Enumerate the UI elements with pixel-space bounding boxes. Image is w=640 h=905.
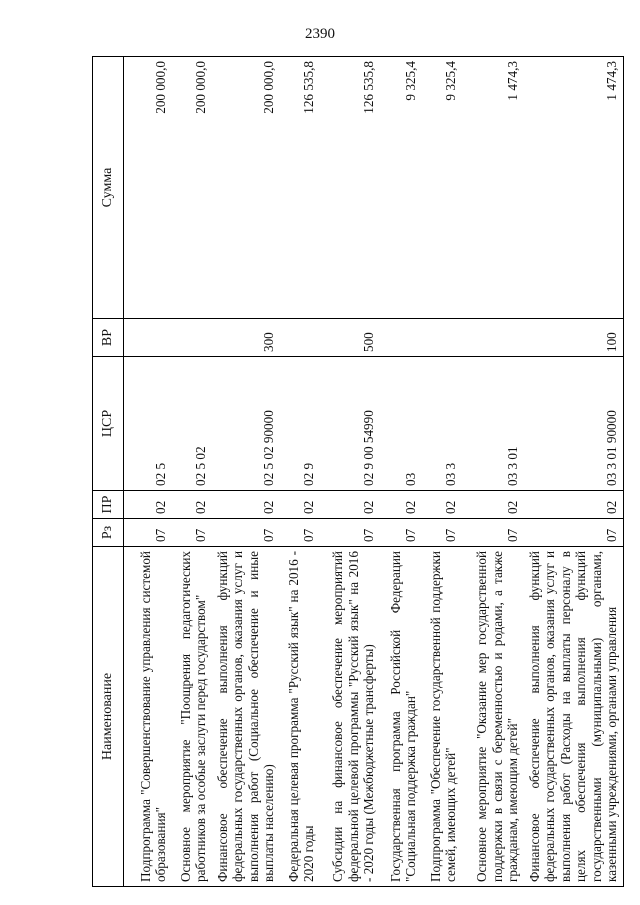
row-name: Основное мероприятие "Оказание мер государственной поддержки в связи с беременностью и родами, а также гражданам, имеющим детей" xyxy=(462,547,524,887)
row-rz: 07 xyxy=(380,519,422,547)
row-sum: 1 474,3 xyxy=(462,57,524,319)
header-name: Наименование xyxy=(93,547,124,887)
table-row xyxy=(422,57,462,887)
row-csr: 03 xyxy=(380,357,422,491)
row-name: Подпрограмма "Обеспечение государственной поддержки семей, имеющих детей" xyxy=(422,547,462,887)
row-pr: 02 xyxy=(124,491,172,519)
row-name: Подпрограмма "Совершенствование управления системой образования" xyxy=(124,547,172,887)
row-rz: 07 xyxy=(172,519,212,547)
row-pr: 02 xyxy=(172,491,212,519)
row-pr: 02 xyxy=(280,491,320,519)
header-rz: Рз xyxy=(93,519,124,547)
row-rz: 07 xyxy=(524,519,624,547)
row-vr: 100 xyxy=(524,319,624,357)
header-sum: Сумма xyxy=(93,57,124,319)
table-row xyxy=(124,57,172,887)
row-csr: 03 3 xyxy=(422,357,462,491)
row-csr: 02 5 02 xyxy=(172,357,212,491)
row-vr xyxy=(124,319,172,357)
table-row xyxy=(320,57,380,887)
table-row xyxy=(380,57,422,887)
row-rz: 07 xyxy=(462,519,524,547)
row-name: Государственная программа Российской Федерации "Социальная поддержка граждан" xyxy=(380,547,422,887)
row-sum: 126 535,8 xyxy=(320,57,380,319)
row-vr xyxy=(462,319,524,357)
row-rz: 07 xyxy=(212,519,280,547)
row-sum: 126 535,8 xyxy=(280,57,320,319)
table-row xyxy=(212,57,280,887)
table-row xyxy=(524,57,624,887)
table-row xyxy=(280,57,320,887)
row-sum: 200 000,0 xyxy=(172,57,212,319)
row-sum: 9 325,4 xyxy=(380,57,422,319)
row-vr xyxy=(172,319,212,357)
row-csr: 02 5 02 90000 xyxy=(212,357,280,491)
row-pr: 02 xyxy=(524,491,624,519)
row-vr xyxy=(380,319,422,357)
row-vr: 300 xyxy=(212,319,280,357)
row-rz: 07 xyxy=(422,519,462,547)
row-csr: 03 3 01 xyxy=(462,357,524,491)
row-name: Субсидии на финансовое обеспечение мероприятий федеральной целевой программы "Русский язык" на 2016 - 2020 годы (Межбюджетные трансферты) xyxy=(320,547,380,887)
rotated-table-container xyxy=(92,57,619,887)
row-sum: 200 000,0 xyxy=(212,57,280,319)
row-pr: 02 xyxy=(320,491,380,519)
row-rz: 07 xyxy=(124,519,172,547)
row-csr: 02 5 xyxy=(124,357,172,491)
row-name: Основное мероприятие "Поощрения педагогических работников за особые заслуги перед государством" xyxy=(172,547,212,887)
row-sum: 9 325,4 xyxy=(422,57,462,319)
row-sum: 200 000,0 xyxy=(124,57,172,319)
header-vr: ВР xyxy=(93,319,124,357)
row-rz: 07 xyxy=(280,519,320,547)
row-csr: 02 9 xyxy=(280,357,320,491)
row-rz: 07 xyxy=(320,519,380,547)
row-vr: 500 xyxy=(320,319,380,357)
header-pr: ПР xyxy=(93,491,124,519)
header-csr: ЦСР xyxy=(93,357,124,491)
row-pr: 02 xyxy=(212,491,280,519)
budget-table xyxy=(92,56,624,887)
row-csr: 02 9 00 54990 xyxy=(320,357,380,491)
row-name: Финансовое обеспечение выполнения функций федеральных государственных органов, оказания услуг и выполнения работ (Социальное обеспечение и иные выплаты населению) xyxy=(212,547,280,887)
table-row xyxy=(462,57,524,887)
row-name: Федеральная целевая программа "Русский язык" на 2016 - 2020 годы xyxy=(280,547,320,887)
row-sum: 1 474,3 xyxy=(524,57,624,319)
row-vr xyxy=(422,319,462,357)
table-row xyxy=(172,57,212,887)
row-pr: 02 xyxy=(380,491,422,519)
row-pr: 02 xyxy=(462,491,524,519)
row-pr: 02 xyxy=(422,491,462,519)
page-number: 2390 xyxy=(305,26,335,42)
row-csr: 03 3 01 90000 xyxy=(524,357,624,491)
row-name: Финансовое обеспечение выполнения функций федеральных государственных органов, оказания услуг и выполнения работ (Расходы на выплаты персоналу в целях обеспечения выполнения функций государственными (муниципальными) органами, казенными учреждениями, органами управления xyxy=(524,547,624,887)
table-header-row xyxy=(93,57,124,887)
row-vr xyxy=(280,319,320,357)
